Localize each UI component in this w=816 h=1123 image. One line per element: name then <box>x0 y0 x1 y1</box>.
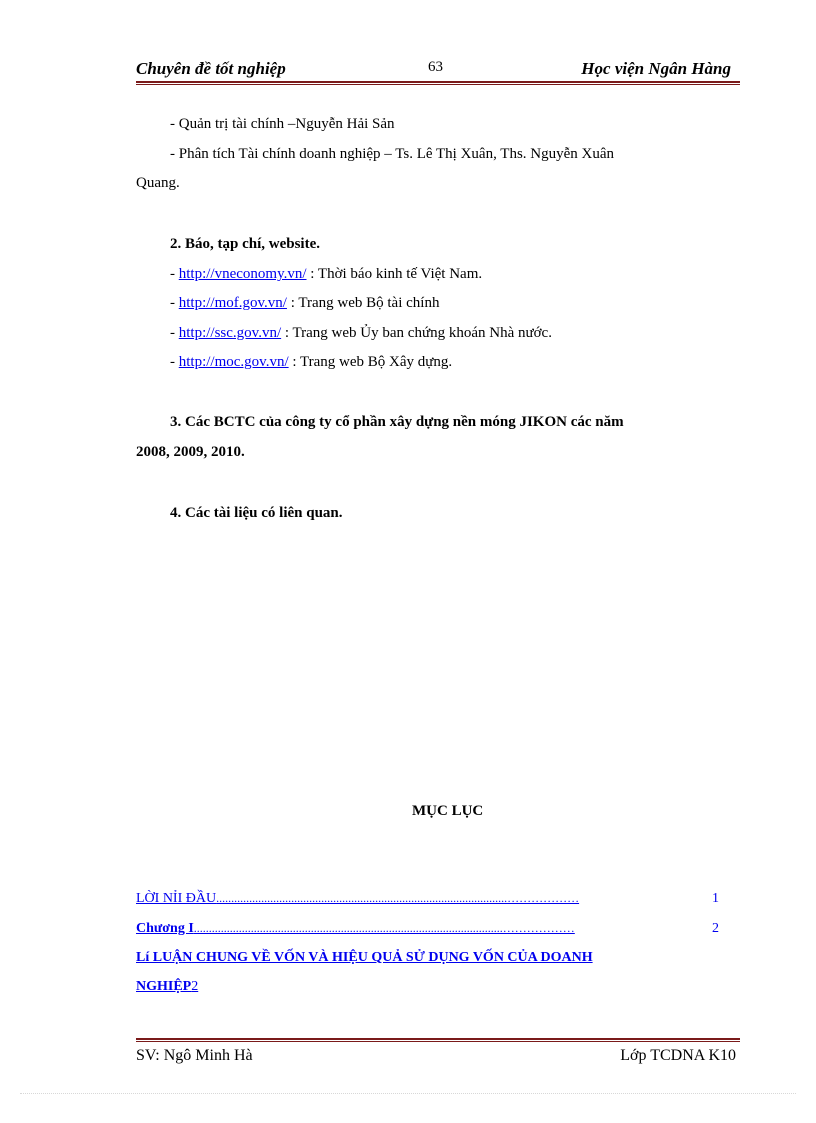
toc-entry-page: 1 <box>712 891 719 906</box>
toc-chapter-page: 2 <box>191 979 199 994</box>
toc-chapter-title-continued[interactable] <box>136 979 198 995</box>
toc-chapter-title[interactable]: Lí LUẬN CHUNG VỀ VỐN VÀ HIỆU QUẢ SỬ DỤNG VỐN CỦA DOANH <box>136 950 593 965</box>
header-left: Chuyên đề tốt nghiệp <box>136 59 286 78</box>
section-2-title: 2. Báo, tạp chí, website. <box>170 236 320 252</box>
toc-entry[interactable] <box>136 891 719 907</box>
footer-left: SV: Ngô Minh Hà <box>136 1047 253 1064</box>
page-bottom-border <box>20 1093 796 1094</box>
section-3-line-2: 2008, 2009, 2010. <box>136 444 245 460</box>
website-link[interactable]: http://moc.gov.vn/ <box>178 354 289 370</box>
toc-entry[interactable] <box>136 921 719 937</box>
dash: - <box>170 325 179 341</box>
toc-title: MỤC LỤC <box>412 803 484 819</box>
dash: - <box>170 266 179 282</box>
toc-entry-label: LỜI NỈI ĐẦU <box>136 891 217 906</box>
website-desc: : Thời báo kinh tế Việt Nam. <box>306 266 483 282</box>
website-desc: : Trang web Ủy ban chứng khoán Nhà nước. <box>281 325 552 341</box>
website-item <box>170 266 482 283</box>
reference-item: - Quản trị tài chính –Nguyễn Hải Sản <box>170 116 395 132</box>
website-desc: : Trang web Bộ tài chính <box>286 295 440 311</box>
toc-entry-page: 2 <box>712 921 719 936</box>
section-4-title: 4. Các tài liệu có liên quan. <box>170 505 343 521</box>
header-rule <box>136 81 740 85</box>
website-item <box>170 295 439 312</box>
website-link[interactable]: http://mof.gov.vn/ <box>178 295 287 311</box>
website-link[interactable]: http://ssc.gov.vn/ <box>178 325 282 341</box>
reference-item: - Phân tích Tài chính doanh nghiệp – Ts. Lê Thị Xuân, Ths. Nguyễn Xuân <box>170 146 615 162</box>
dash: - <box>170 354 179 370</box>
page-number: 63 <box>428 59 443 75</box>
footer-rule <box>136 1038 740 1042</box>
toc-entry-dots: .......................................................................................................……………… <box>193 921 575 935</box>
reference-item-continued: Quang. <box>136 175 180 191</box>
website-desc: : Trang web Bộ Xây dựng. <box>288 354 453 370</box>
toc-entry-label: Chương I <box>136 921 194 936</box>
website-link[interactable]: http://vneconomy.vn/ <box>178 266 307 282</box>
website-item <box>170 354 452 371</box>
website-item <box>170 325 552 342</box>
section-3-line-1: 3. Các BCTC của công ty cổ phần xây dựng nền móng JIKON các năm <box>170 414 624 430</box>
header-right: Học viện Ngân Hàng <box>581 59 731 78</box>
dash: - <box>170 295 179 311</box>
toc-chapter-label: NGHIỆP <box>136 979 192 994</box>
toc-entry-dots: .................................................................................................……………… <box>216 891 580 905</box>
footer-right: Lớp TCDNA K10 <box>620 1047 736 1064</box>
